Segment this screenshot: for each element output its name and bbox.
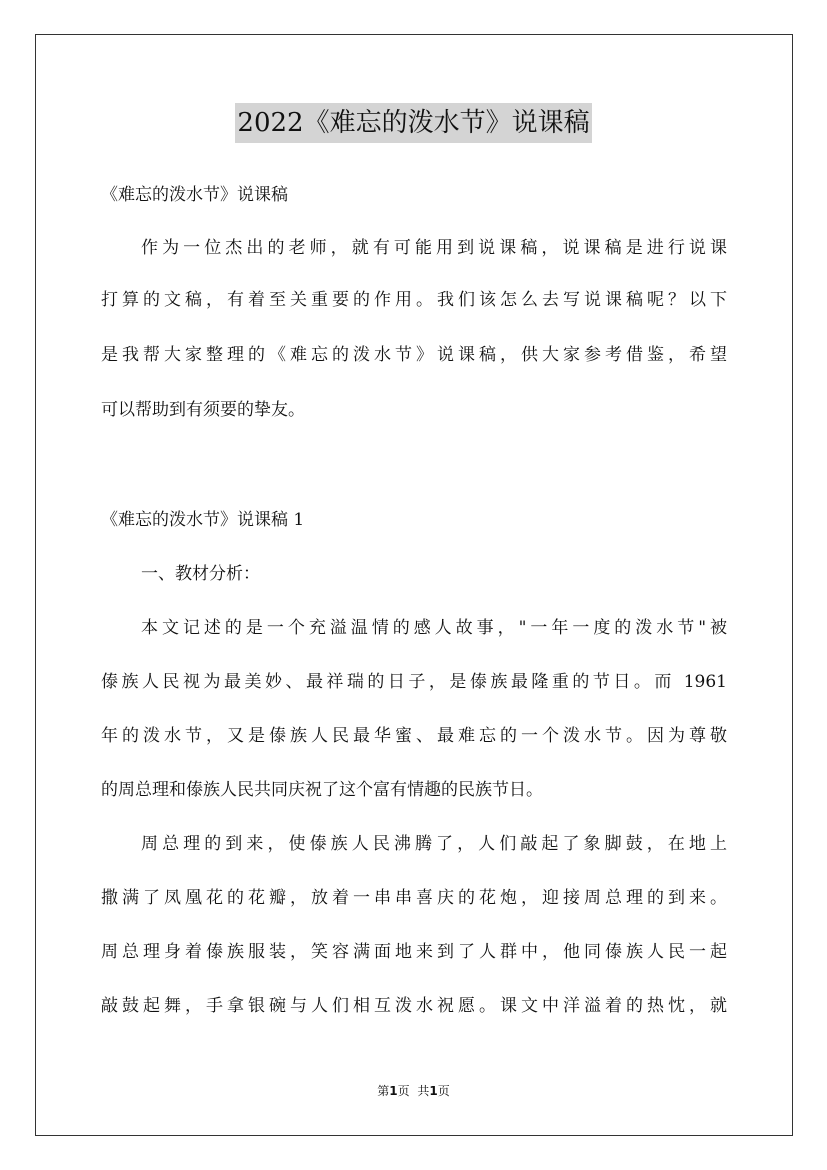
paragraph-line: 作为一位杰出的老师，就有可能用到说课稿，说课稿是进行说课 bbox=[141, 238, 727, 258]
total-suffix: 页 bbox=[437, 1084, 450, 1098]
page-prefix: 第 bbox=[377, 1084, 390, 1098]
paragraph-line: 撒满了凤凰花的花瓣，放着一串串喜庆的花炮，迎接周总理的到来。 bbox=[101, 888, 727, 908]
total-prefix: 共 bbox=[417, 1084, 430, 1098]
title-container bbox=[0, 103, 827, 143]
section-heading: 《难忘的泼水节》说课稿 1 bbox=[101, 510, 305, 530]
paragraph-line: 可以帮助到有须要的挚友。 bbox=[101, 400, 305, 420]
document-title: 2022《难忘的泼水节》说课稿 bbox=[235, 103, 591, 143]
paragraph-line: 年的泼水节，又是傣族人民最华蜜、最难忘的一个泼水节。因为尊敬 bbox=[101, 726, 727, 746]
paragraph-line: 周总理身着傣族服装，笑容满面地来到了人群中，他同傣族人民一起 bbox=[101, 942, 727, 962]
paragraph-line: 的周总理和傣族人民共同庆祝了这个富有情趣的民族节日。 bbox=[101, 780, 543, 800]
paragraph-line: 打算的文稿，有着至关重要的作用。我们该怎么去写说课稿呢？以下 bbox=[101, 290, 727, 310]
paragraph-line: 本文记述的是一个充溢温情的感人故事，"一年一度的泼水节"被 bbox=[141, 618, 727, 638]
paragraph-line: 周总理的到来，使傣族人民沸腾了，人们敲起了象脚鼓，在地上 bbox=[141, 834, 727, 854]
section-heading: 《难忘的泼水节》说课稿 bbox=[101, 185, 288, 205]
page-suffix: 页 bbox=[397, 1084, 410, 1098]
page-footer bbox=[0, 1082, 827, 1100]
page-number: 1 bbox=[389, 1084, 398, 1098]
paragraph-line: 傣族人民视为最美妙、最祥瑞的日子，是傣族最隆重的节日。而 1961 bbox=[101, 672, 727, 692]
subsection-heading: 一、教材分析： bbox=[141, 564, 260, 584]
paragraph-line: 是我帮大家整理的《难忘的泼水节》说课稿，供大家参考借鉴，希望 bbox=[101, 345, 727, 365]
total-pages: 1 bbox=[429, 1084, 438, 1098]
paragraph-line: 敲鼓起舞，手拿银碗与人们相互泼水祝愿。课文中洋溢着的热忱，就 bbox=[101, 996, 727, 1016]
